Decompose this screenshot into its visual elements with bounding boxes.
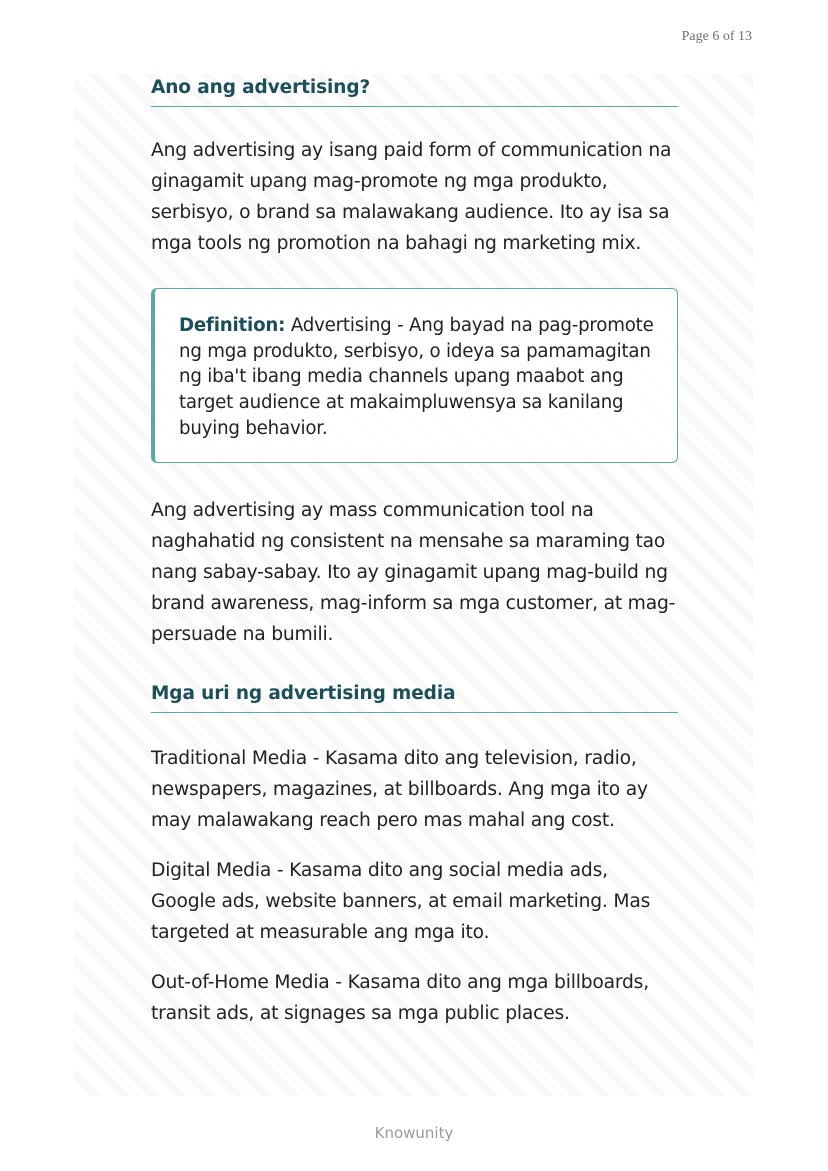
section-heading-media-types: Mga uri ng advertising media [151,680,678,713]
intro-paragraph: Ang advertising ay isang paid form of communication na ginagamit upang mag-promote ng mga produkto, serbisyo, o brand sa malawakang audience. Ito ay isa sa mga tools ng promotion na bahagi ng marketing mix. [151,140,672,254]
page-number: Page 6 of 13 [681,29,752,44]
definition-label: Definition: [179,315,286,336]
definition-text [179,313,657,442]
media-item-digital: Digital Media - Kasama dito ang social media ads, Google ads, website banners, at email marketing. Mas targeted at measurable ang mga ito. [151,859,651,943]
footer-brand: Knowunity [374,1124,454,1142]
document-content [74,74,754,1096]
media-item-out-of-home: Out-of-Home Media - Kasama dito ang mga billboards, transit ads, at signages sa mga public places. [151,971,649,1024]
definition-body: Advertising - Ang bayad na pag-promote ng mga produkto, serbisyo, o ideya sa pamamagitan ng iba't ibang media channels upang maabot ang target audience at makaimpluwensya sa kanilang buying behavior. [179,315,654,439]
content-column [151,74,678,1029]
media-section [151,680,678,713]
definition-box [151,288,678,463]
mass-communication-paragraph: Ang advertising ay mass communication tool na naghahatid ng consistent na mensahe sa maraming tao nang sabay-sabay. Ito ay ginagamit upang mag-build ng brand awareness, mag-inform sa mga customer, at mag-persuade na bumili. [151,499,676,645]
section-heading-advertising: Ano ang advertising? [151,74,678,107]
media-item-traditional: Traditional Media - Kasama dito ang television, radio, newspapers, magazines, at billboards. Ang mga ito ay may malawakang reach pero mas mahal ang cost. [151,747,648,831]
